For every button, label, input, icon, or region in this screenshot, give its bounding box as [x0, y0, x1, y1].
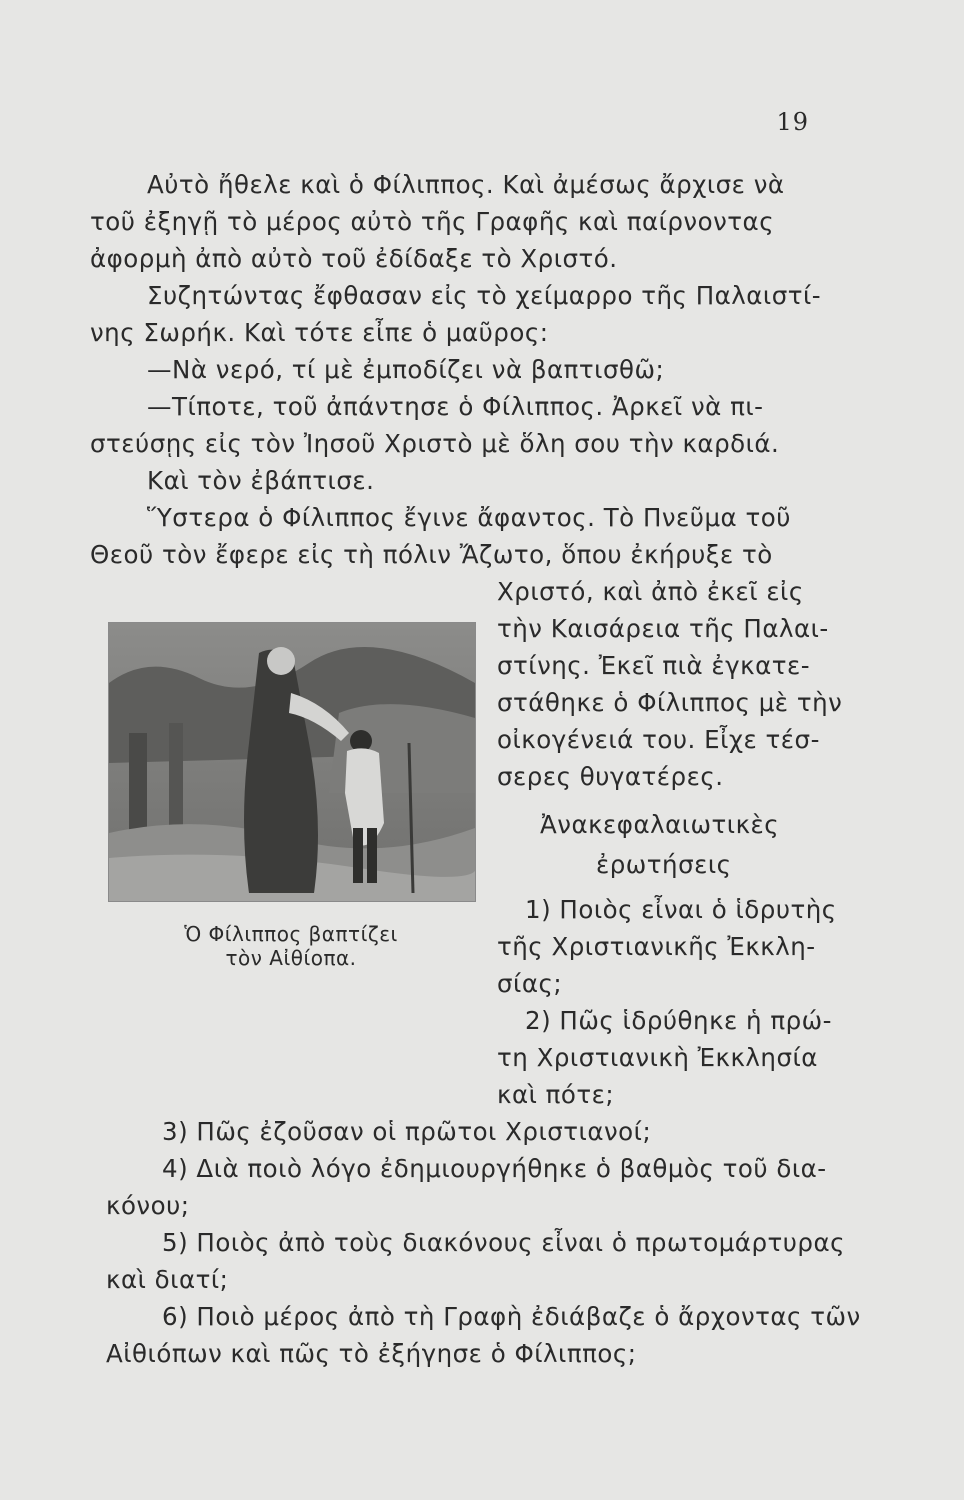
illustration-caption: Ὁ Φίλιππος βαπτίζει: [184, 922, 398, 946]
page-number: 19: [776, 108, 809, 136]
question-line: καὶ πότε;: [497, 1080, 615, 1109]
text-line: οἰκογένειά του. Εἶχε τέσ-: [497, 725, 820, 754]
section-heading: Ἀνακεφαλαιωτικὲς: [540, 810, 780, 839]
question-line: σίας;: [497, 969, 563, 998]
text-line: Αὐτὸ ἤθελε καὶ ὁ Φίλιππος. Καὶ ἀμέσως ἄρχισε νὰ: [147, 170, 785, 199]
question-line: τῆς Χριστιανικῆς Ἐκκλη-: [497, 932, 816, 961]
question-line: τη Χριστιανικὴ Ἐκκλησία: [497, 1043, 818, 1072]
question-line: 6) Ποιὸ μέρος ἀπὸ τὴ Γραφὴ ἐδιάβαζε ὁ ἄρχοντας τῶν: [162, 1302, 861, 1331]
illustration-caption: τὸν Αἰθίοπα.: [225, 946, 357, 970]
question-line: Αἰθιόπων καὶ πῶς τὸ ἐξήγησε ὁ Φίλιππος;: [106, 1339, 637, 1368]
question-line: 2) Πῶς ἱδρύθηκε ἡ πρώ-: [525, 1006, 833, 1035]
text-line: Χριστό, καὶ ἀπὸ ἐκεῖ εἰς: [497, 577, 804, 606]
text-line: στεύσῃς εἰς τὸν Ἰησοῦ Χριστὸ μὲ ὅλη σου τὴν καρδιά.: [90, 429, 780, 458]
text-line: στάθηκε ὁ Φίλιππος μὲ τὴν: [497, 688, 843, 717]
text-line: ἀφορμὴ ἀπὸ αὐτὸ τοῦ ἐδίδαξε τὸ Χριστό.: [90, 244, 618, 273]
text-line: τὴν Καισάρεια τῆς Παλαι-: [497, 614, 829, 643]
text-line: Συζητώντας ἔφθασαν εἰς τὸ χείμαρρο τῆς Παλαιστί-: [147, 281, 822, 310]
question-line: 3) Πῶς ἐζοῦσαν οἱ πρῶτοι Χριστιανοί;: [162, 1117, 652, 1146]
question-line: 4) Διὰ ποιὸ λόγο ἐδημιουργήθηκε ὁ βαθμὸς τοῦ δια-: [162, 1154, 827, 1183]
text-line: Καὶ τὸν ἐβάπτισε.: [147, 466, 375, 495]
text-line: σερες θυγατέρες.: [497, 762, 724, 791]
baptism-illustration: [108, 622, 476, 902]
question-line: κόνου;: [106, 1191, 190, 1220]
question-line: καὶ διατί;: [106, 1265, 229, 1294]
text-line: νης Σωρήκ. Καὶ τότε εἶπε ὁ μαῦρος:: [90, 318, 549, 347]
text-line: —Τίποτε, τοῦ ἀπάντησε ὁ Φίλιππος. Ἀρκεῖ νὰ πι-: [147, 392, 764, 421]
section-heading: ἐρωτήσεις: [596, 850, 732, 879]
text-line: —Νὰ νερό, τί μὲ ἐμποδίζει νὰ βαπτισθῶ;: [147, 355, 665, 384]
text-line: τοῦ ἐξηγῇ τὸ μέρος αὐτὸ τῆς Γραφῆς καὶ παίρνοντας: [90, 207, 775, 236]
text-line: Θεοῦ τὸν ἔφερε εἰς τὴ πόλιν Ἄζωτο, ὅπου ἐκήρυξε τὸ: [90, 540, 773, 569]
question-line: 5) Ποιὸς ἀπὸ τοὺς διακόνους εἶναι ὁ πρωτομάρτυρας: [162, 1228, 846, 1257]
question-line: 1) Ποιὸς εἶναι ὁ ἱδρυτὴς: [525, 895, 837, 924]
text-line: στίνης. Ἐκεῖ πιὰ ἐγκατε-: [497, 651, 811, 680]
text-line: Ὕστερα ὁ Φίλιππος ἔγινε ἄφαντος. Τὸ Πνεῦμα τοῦ: [147, 503, 791, 532]
